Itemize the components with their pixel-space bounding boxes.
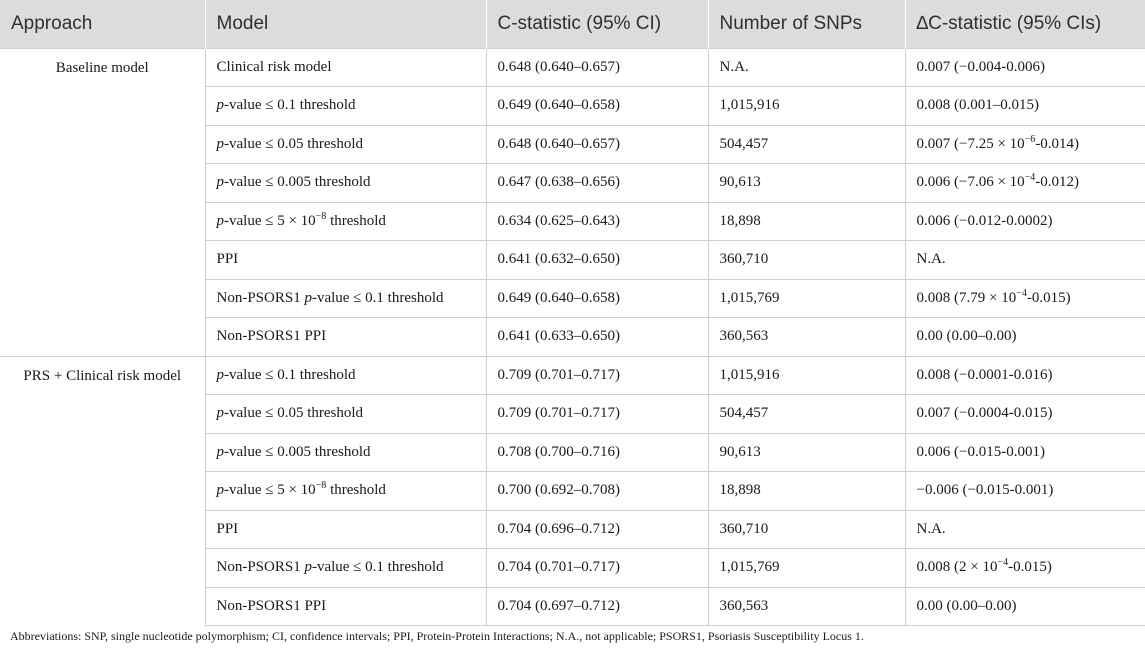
model-text: PPI — [216, 520, 239, 537]
delta-text: 0.007 (−7.25 × 10 — [916, 135, 1025, 152]
model-italic-p: p — [216, 482, 224, 499]
model-suffix: threshold — [326, 482, 386, 499]
cstatistic-cell: 0.708 (0.700–0.716) — [486, 433, 708, 472]
delta-suffix: -0.015) — [1026, 289, 1071, 306]
model-exponent: −8 — [315, 480, 327, 492]
model-cell — [205, 202, 486, 241]
delta-text: 0.008 (−0.0001-0.016) — [916, 366, 1053, 383]
delta-cell — [905, 164, 1145, 203]
model-italic-p: p — [216, 212, 224, 229]
cstatistic-cell: 0.709 (0.701–0.717) — [486, 356, 708, 395]
delta-exponent: −6 — [1024, 133, 1036, 145]
delta-text: −0.006 (−0.015-0.001) — [916, 482, 1054, 499]
model-cell — [205, 395, 486, 434]
cstatistic-cell: 0.641 (0.633–0.650) — [486, 318, 708, 357]
header-model: Model — [205, 0, 486, 48]
delta-cell — [905, 472, 1145, 511]
delta-cell — [905, 48, 1145, 87]
model-cell — [205, 125, 486, 164]
model-cell — [205, 318, 486, 357]
delta-text: 0.00 (0.00–0.00) — [916, 597, 1017, 614]
delta-cell — [905, 202, 1145, 241]
model-italic-p: p — [304, 559, 312, 576]
cstatistic-cell: 0.704 (0.701–0.717) — [486, 549, 708, 588]
model-cell — [205, 48, 486, 87]
approach-cell: PRS + Clinical risk model — [0, 356, 205, 626]
cstatistic-cell: 0.700 (0.692–0.708) — [486, 472, 708, 511]
model-text: PPI — [216, 251, 239, 268]
model-cell — [205, 241, 486, 280]
header-number-of-snps: Number of SNPs — [708, 0, 905, 48]
snps-cell: 90,613 — [708, 164, 905, 203]
delta-text: 0.006 (−7.06 × 10 — [916, 174, 1025, 191]
model-suffix: threshold — [326, 212, 386, 229]
snps-cell: 360,563 — [708, 587, 905, 626]
model-prefix: Non-PSORS1 — [216, 289, 305, 306]
delta-cell — [905, 356, 1145, 395]
cstatistic-cell: 0.649 (0.640–0.658) — [486, 87, 708, 126]
snps-cell: N.A. — [708, 48, 905, 87]
cstatistic-cell: 0.641 (0.632–0.650) — [486, 241, 708, 280]
model-italic-p: p — [216, 405, 224, 422]
table-body — [0, 48, 1145, 626]
delta-text: 0.007 (−0.0004-0.015) — [916, 405, 1053, 422]
snps-cell: 18,898 — [708, 472, 905, 511]
model-cell — [205, 549, 486, 588]
model-exponent: −8 — [315, 210, 327, 222]
snps-cell: 360,563 — [708, 318, 905, 357]
cstatistic-cell: 0.704 (0.696–0.712) — [486, 510, 708, 549]
model-italic-p: p — [304, 289, 312, 306]
model-cell — [205, 510, 486, 549]
model-cell — [205, 279, 486, 318]
delta-text: 0.008 (2 × 10 — [916, 559, 998, 576]
model-text: Clinical risk model — [216, 58, 332, 75]
model-text: -value ≤ 0.1 threshold — [224, 366, 356, 383]
delta-text: 0.008 (7.79 × 10 — [916, 289, 1017, 306]
delta-text: N.A. — [916, 251, 946, 268]
delta-text: 0.006 (−0.012-0.0002) — [916, 212, 1053, 229]
table-header — [0, 0, 1145, 48]
model-text: -value ≤ 5 × 10 — [224, 482, 316, 499]
delta-cell — [905, 87, 1145, 126]
snps-cell: 1,015,916 — [708, 87, 905, 126]
cstatistic-cell: 0.649 (0.640–0.658) — [486, 279, 708, 318]
model-text: Non-PSORS1 PPI — [216, 328, 327, 345]
snps-cell: 1,015,769 — [708, 549, 905, 588]
table-row — [0, 356, 1145, 395]
snps-cell: 360,710 — [708, 510, 905, 549]
snps-cell: 504,457 — [708, 395, 905, 434]
model-italic-p: p — [216, 174, 224, 191]
header-approach: Approach — [0, 0, 205, 48]
model-cell — [205, 433, 486, 472]
cstatistic-cell: 0.704 (0.697–0.712) — [486, 587, 708, 626]
model-cell — [205, 587, 486, 626]
delta-cell — [905, 433, 1145, 472]
model-italic-p: p — [216, 366, 224, 383]
snps-cell: 1,015,916 — [708, 356, 905, 395]
delta-cell — [905, 510, 1145, 549]
delta-text: 0.006 (−0.015-0.001) — [916, 443, 1045, 460]
snps-cell: 1,015,769 — [708, 279, 905, 318]
delta-text: 0.007 (−0.004-0.006) — [916, 58, 1045, 75]
delta-text: 0.00 (0.00–0.00) — [916, 328, 1017, 345]
model-italic-p: p — [216, 97, 224, 114]
delta-suffix: -0.015) — [1008, 559, 1052, 576]
snps-cell: 90,613 — [708, 433, 905, 472]
delta-text: N.A. — [916, 520, 946, 537]
delta-cell — [905, 395, 1145, 434]
delta-exponent: −4 — [1024, 172, 1036, 184]
model-text: -value ≤ 0.1 threshold — [224, 97, 356, 114]
cstatistic-cell: 0.648 (0.640–0.657) — [486, 48, 708, 87]
model-text: -value ≤ 0.05 threshold — [224, 135, 364, 152]
model-prefix: Non-PSORS1 — [216, 559, 305, 576]
model-italic-p: p — [216, 443, 224, 460]
delta-cell — [905, 318, 1145, 357]
snps-cell: 504,457 — [708, 125, 905, 164]
snps-cell: 360,710 — [708, 241, 905, 280]
delta-text: 0.008 (0.001–0.015) — [916, 97, 1039, 114]
model-text: -value ≤ 0.005 threshold — [224, 443, 371, 460]
model-text: -value ≤ 0.1 threshold — [311, 559, 444, 576]
header-row — [0, 0, 1145, 48]
model-cell — [205, 87, 486, 126]
cstatistic-cell: 0.647 (0.638–0.656) — [486, 164, 708, 203]
cstatistic-cell: 0.709 (0.701–0.717) — [486, 395, 708, 434]
delta-suffix: -0.012) — [1035, 174, 1080, 191]
delta-exponent: −4 — [1016, 287, 1027, 299]
cstatistic-cell: 0.634 (0.625–0.643) — [486, 202, 708, 241]
model-text: -value ≤ 0.005 threshold — [224, 174, 371, 191]
model-cell — [205, 164, 486, 203]
model-italic-p: p — [216, 135, 224, 152]
delta-exponent: −4 — [997, 557, 1009, 569]
table-row — [0, 48, 1145, 87]
model-cell — [205, 472, 486, 511]
footnote: Abbreviations: SNP, single nucleotide polymorphism; CI, confidence intervals; PPI, Protein-Protein Interactions; N.A., not applicable; PSORS1, Psoriasis Susceptibility Locus 1. — [10, 629, 864, 643]
model-text: Non-PSORS1 PPI — [216, 597, 327, 614]
delta-suffix: -0.014) — [1035, 135, 1080, 152]
delta-cell — [905, 125, 1145, 164]
approach-cell: Baseline model — [0, 48, 205, 356]
cstatistic-cell: 0.648 (0.640–0.657) — [486, 125, 708, 164]
model-cell — [205, 356, 486, 395]
delta-cell — [905, 241, 1145, 280]
snps-cell: 18,898 — [708, 202, 905, 241]
delta-cell — [905, 279, 1145, 318]
header-cstatistic: C-statistic (95% CI) — [486, 0, 708, 48]
model-text: -value ≤ 0.1 threshold — [311, 289, 444, 306]
delta-cell — [905, 549, 1145, 588]
model-text: -value ≤ 5 × 10 — [224, 212, 316, 229]
delta-cell — [905, 587, 1145, 626]
header-delta-cstatistic: ∆C-statistic (95% CIs) — [905, 0, 1145, 48]
model-text: -value ≤ 0.05 threshold — [224, 405, 364, 422]
